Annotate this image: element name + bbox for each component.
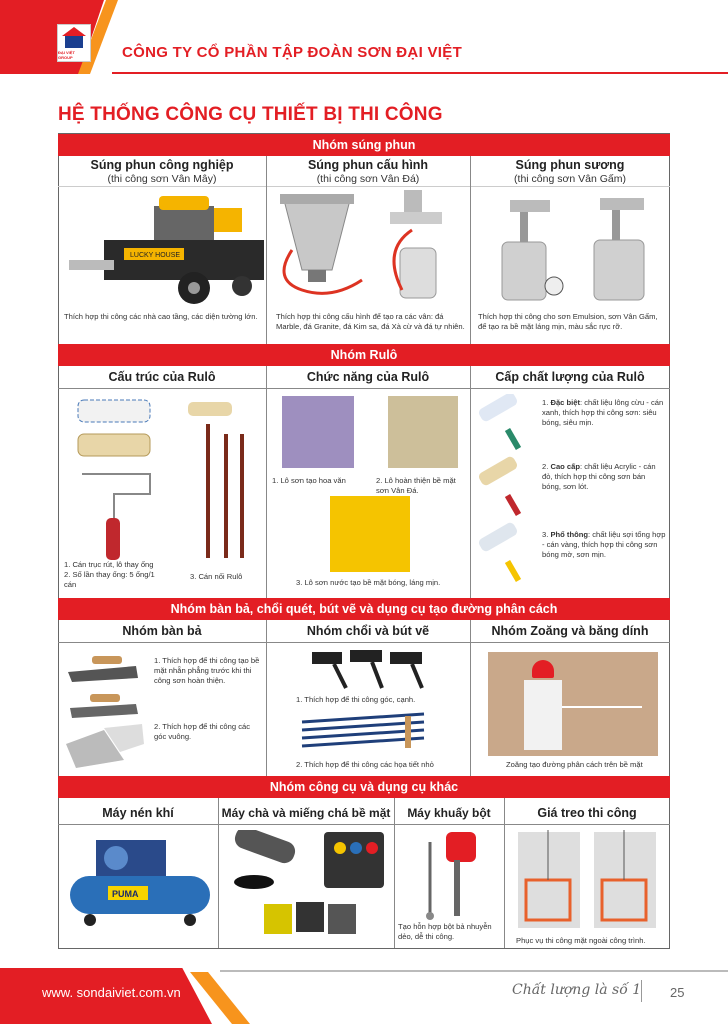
trowel-note1: 1. Thích hợp để thi công tạo bề mặt nhẵn phẳng trước khi thi công sơn hoàn thiện.: [154, 656, 260, 685]
col-divider: [470, 366, 471, 598]
texture-roller-image: [388, 396, 458, 468]
spray-col2-subtitle: (thi công sơn Vân Đá): [316, 173, 420, 185]
company-name: CÔNG TY CỔ PHẦN TẬP ĐOÀN SƠN ĐẠI VIỆT: [122, 44, 463, 61]
spray-col3-desc: Thích hợp thi công cho sơn Emulsion, sơn Vân Gấm, để tạo ra bề mặt láng mịn, màu sắc rực rỡ.: [478, 312, 658, 331]
band-spray: Nhóm súng phun: [58, 134, 670, 156]
air-compressor-image: [66, 836, 214, 928]
roller-function-note3: 3. Lô sơn nước tạo bề mặt bóng, láng mịn.: [296, 578, 441, 587]
roller-quality-image: [476, 394, 540, 594]
roller-function-note2: 2. Lô hoàn thiện bề mặt sơn Vân Đá.: [376, 476, 456, 495]
roller-col3-title: Cấp chất lượng của Rulô: [495, 370, 645, 384]
header-divider: [112, 72, 728, 74]
roller-structure-note2: 2. Số lần thay ống: 5 ống/1 cán: [64, 570, 155, 589]
mist-spray-gun-image: [490, 190, 660, 306]
spray-col2-desc: Thích hợp thi công cấu hình để tạo ra các vân: đá Marble, đá Granite, đá Kim sa, đá Xà cừ và đá tự nhiên.: [276, 312, 465, 331]
mixer-note: Tạo hỗn hợp bột bả nhuyễn dẻo, dễ thi công.: [398, 922, 492, 941]
brush-image: [306, 646, 436, 692]
other-col3-title: Máy khuấy bột: [407, 806, 491, 820]
roller-function-note1: 1. Lô sơn tạo hoa văn: [272, 476, 346, 485]
trowel-col3-title: Nhóm Zoăng và băng dính: [491, 624, 649, 638]
gondola-note: Phục vụ thi công mặt ngoài công trình.: [516, 936, 646, 945]
roller-quality-2: 2. Cao cấp: chất liệu Acrylic - cán đỏ, thích hợp thi công sơn bán bóng, sơn lót.: [542, 462, 656, 491]
smooth-roller-image: [330, 496, 410, 572]
col-divider: [266, 366, 267, 598]
trowel-col2-title: Nhóm chổi và bút vẽ: [306, 624, 430, 638]
spray-col1-desc: Thích hợp thi công các nhà cao tầng, các diện tường lớn.: [64, 312, 258, 321]
trowel-note2: 2. Thích hợp để thi công các góc vuông.: [154, 722, 251, 741]
trowel-col1-title: Nhóm bàn bả: [122, 624, 202, 638]
gondola-image: [512, 830, 662, 930]
divider: [58, 186, 670, 187]
brush-note1: 1. Thích hợp để thi công góc, cạnh.: [296, 695, 416, 704]
spray-col2-title: Súng phun cấu hình: [307, 158, 429, 172]
trowel-image: [64, 648, 148, 772]
footer-divider: [220, 970, 728, 972]
pattern-roller-image: [282, 396, 354, 468]
brush-note2: 2. Thích hợp để thi công các họa tiết nhỏ: [296, 760, 434, 769]
band-other-tools: Nhóm công cụ và dụng cụ khác: [58, 776, 670, 798]
paint-brushes-image: [298, 708, 428, 756]
footer-separator: [641, 980, 642, 1002]
other-col4-title: Giá treo thi công: [537, 806, 637, 820]
roller-col2-title: Chức năng của Rulô: [306, 370, 430, 384]
divider: [58, 824, 670, 825]
spray-col1-title: Súng phun công nghiệp: [90, 158, 234, 172]
industrial-sprayer-image: [64, 188, 264, 308]
divider: [58, 388, 670, 389]
spray-col3-subtitle: (thi công sơn Vân Gấm): [514, 173, 626, 185]
page-title: HỆ THỐNG CÔNG CỤ THIẾT BỊ THI CÔNG: [58, 104, 443, 125]
slogan: Chất lượng là số 1: [512, 982, 642, 998]
divider: [58, 642, 670, 643]
company-logo: [57, 24, 91, 62]
other-col2-title: Máy chà và miếng chá bề mặt: [221, 806, 391, 820]
band-roller: Nhóm Rulô: [58, 344, 670, 366]
col-divider: [218, 798, 219, 948]
hopper-gun-image: [272, 190, 468, 306]
col-divider: [394, 798, 395, 948]
website-link[interactable]: www. sondaiviet.com.vn: [42, 985, 181, 1000]
col-divider: [470, 620, 471, 776]
tape-worker-image: [488, 652, 658, 756]
compressor-label: PUMA: [112, 889, 139, 899]
tape-note: Zoăng tạo đường phân cách trên bề mặt: [506, 760, 643, 769]
roller-structure-note1: 1. Cán trục rút, lô thay ống: [64, 560, 154, 569]
col-divider: [266, 620, 267, 776]
machine-label: LUCKY HOUSE: [130, 252, 181, 259]
logo-text: ĐẠI VIỆT GROUP: [58, 49, 75, 60]
roller-structure-image: [70, 394, 260, 562]
sander-image: [228, 830, 388, 942]
other-col1-title: Máy nén khí: [102, 806, 174, 820]
spray-col3-title: Súng phun sương: [515, 158, 625, 172]
roller-col1-title: Cấu trúc của Rulô: [108, 370, 216, 384]
page-number: 25: [670, 985, 685, 1000]
band-trowel-brush: Nhóm bàn bả, chổi quét, bút vẽ và dụng cụ tạo đường phân cách: [58, 598, 670, 620]
col-divider: [504, 798, 505, 948]
mixer-image: [410, 830, 490, 920]
roller-quality-3: 3. Phổ thông: chất liệu sợi tổng hợp - cán vàng, thích hợp thi công sơn bóng mờ, sơn mịn.: [542, 530, 666, 559]
spray-col1-subtitle: (thi công sơn Vân Mây): [107, 173, 217, 185]
roller-quality-1: 1. Đặc biệt: chất liệu lông cừu - cán xanh, thích hợp thi công sơn: siêu bóng, siêu mịn.: [542, 398, 664, 427]
roller-structure-note3: 3. Cán nối Rulô: [190, 572, 243, 581]
